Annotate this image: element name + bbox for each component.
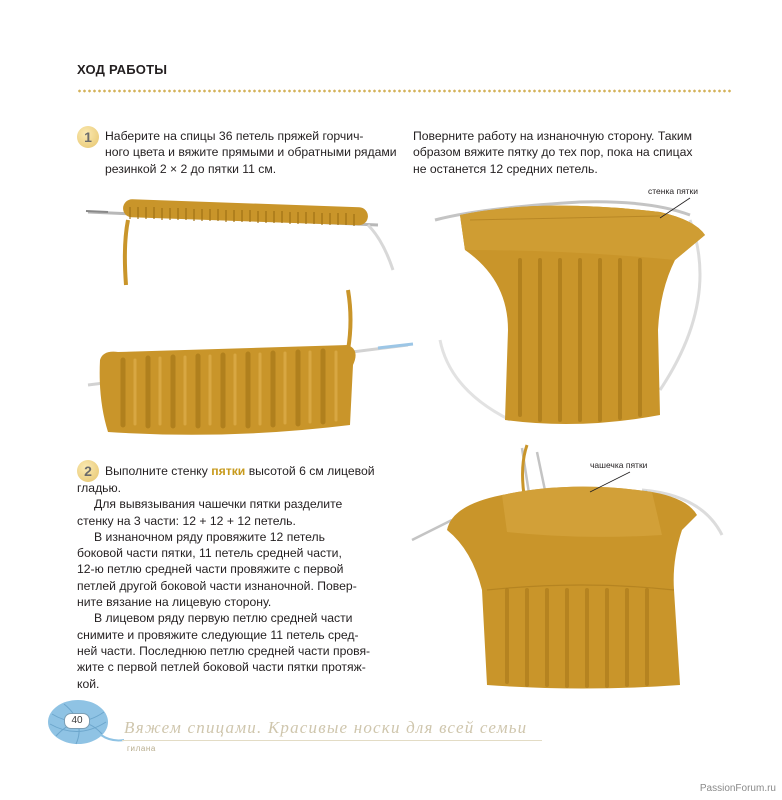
step-2-line-end: высотой 6 см лицевой (245, 464, 375, 478)
right-top-text (413, 128, 743, 177)
step-2-line: снимите и провяжите следующие 11 петель сред- (77, 627, 359, 642)
right-top-line: Поверните работу на изнаночную сторону. Таким (413, 129, 693, 143)
step-2-line: ните вязание на лицевую сторону. (77, 595, 272, 610)
right-top-line: образом вяжите пятку до тех пор, пока на спицах (413, 145, 693, 160)
photo-heel-cup (412, 440, 737, 692)
step-2-line (105, 463, 405, 479)
step-1-line: ного цвета и вяжите прямыми и обратными рядами (105, 145, 397, 160)
step-2-line: ней части. Последнюю петлю средней части провя- (77, 643, 371, 658)
step-2-line: 12-ю петлю средней части провяжите с первой (77, 562, 344, 577)
step-2-line: жите с первой петлей боковой части пятки протяж- (77, 660, 366, 675)
page-number: 40 (64, 713, 90, 729)
label-heel-cup-pointer (585, 470, 635, 495)
watermark: PassionForum.ru (699, 783, 776, 794)
step-2-line: кой. (77, 676, 100, 691)
step-2-number: 2 (77, 460, 99, 482)
right-top-line: не останется 12 средних петель. (413, 161, 598, 176)
page-title: ХОД РАБОТЫ (77, 62, 168, 77)
step-2-line: петлей другой боковой части изнаночной. Повер- (77, 578, 357, 593)
step-2-line: В лицевом ряду первую петлю средней части (94, 611, 353, 626)
label-heel-cup: чашечка пятки (590, 460, 648, 470)
step-1-line: резинкой 2 × 2 до пятки 11 см. (105, 161, 277, 176)
book-title: Вяжем спицами. Красивые носки для всей семьи (124, 718, 528, 737)
step-2-highlight: пятки (211, 464, 246, 478)
label-heel-wall-pointer (655, 196, 695, 221)
step-2-text (77, 480, 407, 692)
step-2-intro (105, 463, 405, 479)
step-2-line: Для вывязывания чашечки пятки разделите (94, 497, 343, 512)
step-1-line: Наберите на спицы 36 петель пряжей горчич- (105, 129, 364, 143)
step-2-line: стенку на 3 части: 12 + 12 + 12 петель. (77, 513, 296, 528)
step-1-number: 1 (77, 126, 99, 148)
footer-divider (122, 740, 542, 741)
step-2-line-start: Выполните стенку (105, 464, 212, 478)
photo-ribbing (78, 290, 413, 440)
step-2-line: гладью. (77, 481, 122, 495)
publisher-brand: гилана (127, 744, 156, 753)
step-2-line: боковой части пятки, 11 петель средней части, (77, 546, 342, 561)
label-heel-wall: стенка пятки (648, 186, 699, 196)
step-1-text (105, 128, 405, 177)
photo-cast-on (78, 195, 398, 290)
title-divider (77, 88, 733, 94)
step-2-line: В изнаночном ряду провяжите 12 петель (94, 529, 325, 544)
